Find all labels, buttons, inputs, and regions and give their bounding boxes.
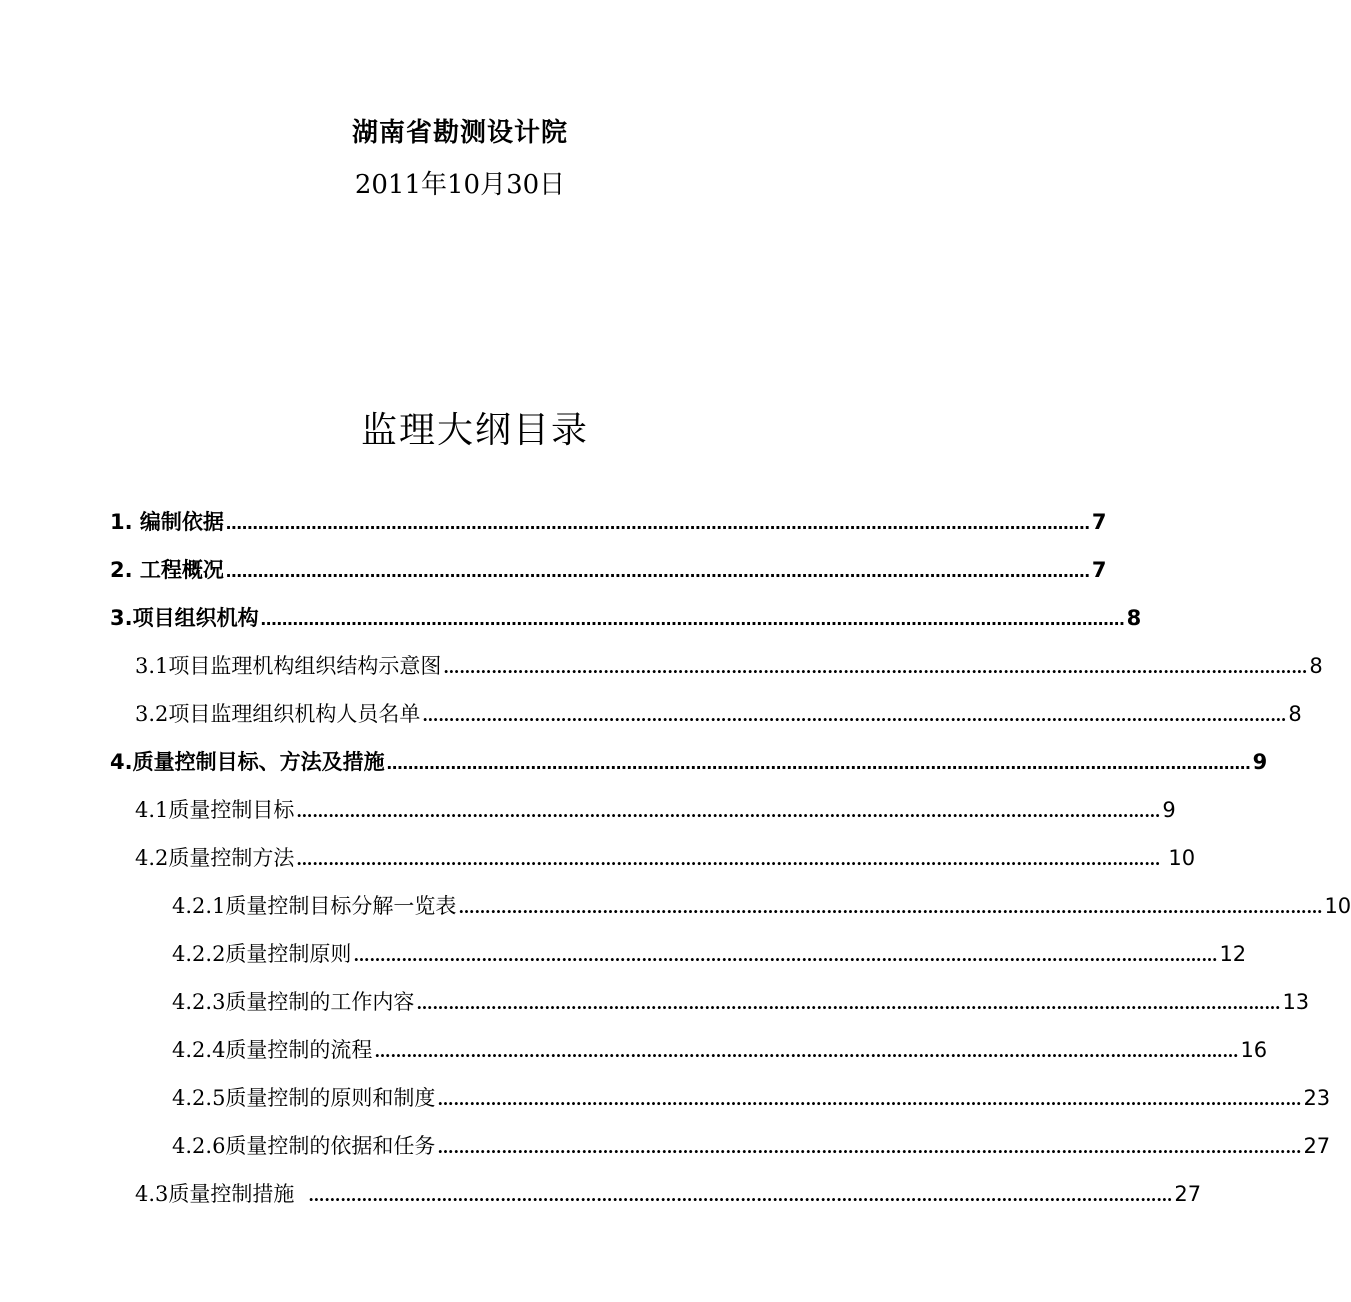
- document-date: 2011年10月30日: [354, 170, 566, 200]
- toc-entry[interactable]: [135, 698, 1302, 728]
- toc-entry[interactable]: [110, 506, 1107, 536]
- toc-entry-page: 10: [1324, 894, 1351, 918]
- toc-leader-dots: ………………………………………………………………………………………………………………………………………………: [458, 898, 1323, 917]
- toc-leader-dots: ………………………………………………………………………………………………………………………………………………: [225, 514, 1090, 533]
- toc-entry-page: 7: [1091, 558, 1107, 582]
- toc-leader-dots: ………………………………………………………………………………………………………………………………………………: [422, 706, 1287, 725]
- toc-leader-dots: ………………………………………………………………………………………………………………………………………………: [374, 1042, 1239, 1061]
- toc-leader-dots: ………………………………………………………………………………………………………………………………………………: [437, 1138, 1302, 1157]
- toc-entry[interactable]: [135, 1178, 1202, 1208]
- toc-entry-page: 16: [1240, 1038, 1268, 1062]
- toc-entry-label: 4.2.3质量控制的工作内容: [172, 990, 415, 1014]
- toc-entry-label: 1. 编制依据: [110, 510, 224, 534]
- toc-entry[interactable]: [110, 746, 1268, 776]
- toc-entry-label: 4.2.1质量控制目标分解一览表: [172, 894, 457, 918]
- toc-entry[interactable]: [172, 1082, 1331, 1112]
- toc-entry-label: 4.2.2质量控制原则: [172, 942, 352, 966]
- toc-entry-page: 10: [1168, 846, 1196, 870]
- toc-entry[interactable]: [172, 1034, 1268, 1064]
- organization-name: 湖南省勘测设计院: [351, 118, 568, 148]
- toc-entry[interactable]: [172, 1130, 1331, 1160]
- toc-leader-dots: ………………………………………………………………………………………………………………………………………………: [296, 850, 1161, 869]
- toc-entry-label: 4.3质量控制措施: [135, 1182, 295, 1206]
- toc-entry[interactable]: [172, 938, 1247, 968]
- toc-leader-dots: ………………………………………………………………………………………………………………………………………………: [225, 562, 1090, 581]
- toc-entry-page: 23: [1303, 1086, 1331, 1110]
- toc-entry-page: 9: [1252, 750, 1268, 774]
- toc-entry-label: 3.项目组织机构: [110, 606, 259, 630]
- toc-leader-dots: ………………………………………………………………………………………………………………………………………………: [353, 946, 1218, 965]
- toc-entry-page: 13: [1282, 990, 1310, 1014]
- toc-leader-dots: ………………………………………………………………………………………………………………………………………………: [308, 1186, 1173, 1205]
- toc-entry-page: 8: [1288, 702, 1302, 726]
- toc-entry-label: 2. 工程概况: [110, 558, 224, 582]
- toc-entry-page: 9: [1162, 798, 1176, 822]
- toc-entry-page: 12: [1219, 942, 1247, 966]
- toc-entry-label: 3.1项目监理机构组织结构示意图: [135, 654, 442, 678]
- toc-leader-dots: ………………………………………………………………………………………………………………………………………………: [260, 610, 1125, 629]
- toc-leader-dots: ………………………………………………………………………………………………………………………………………………: [416, 994, 1281, 1013]
- toc-entry-label: 4.2.5质量控制的原则和制度: [172, 1086, 436, 1110]
- toc-leader-dots: ………………………………………………………………………………………………………………………………………………: [386, 754, 1251, 773]
- toc-entry-label: 3.2项目监理组织机构人员名单: [135, 702, 421, 726]
- toc-entry-label: 4.2质量控制方法: [135, 846, 295, 870]
- toc-entry[interactable]: [135, 650, 1323, 680]
- toc-entry[interactable]: [110, 554, 1107, 584]
- toc-entry[interactable]: [135, 794, 1176, 824]
- toc-entry[interactable]: [172, 890, 1351, 920]
- toc-entry-page: 27: [1303, 1134, 1331, 1158]
- toc-entry-label: 4.质量控制目标、方法及措施: [110, 750, 385, 774]
- toc-entry[interactable]: [172, 986, 1310, 1016]
- toc-entry-label: 4.1质量控制目标: [135, 798, 295, 822]
- toc-entry-page: 7: [1091, 510, 1107, 534]
- toc-entry-page: 8: [1309, 654, 1323, 678]
- toc-entry-label: 4.2.4质量控制的流程: [172, 1038, 373, 1062]
- toc-leader-dots: ………………………………………………………………………………………………………………………………………………: [443, 658, 1308, 677]
- toc-title: 监理大纲目录: [360, 410, 589, 451]
- toc-leader-dots: ………………………………………………………………………………………………………………………………………………: [437, 1090, 1302, 1109]
- toc-entry-label: 4.2.6质量控制的依据和任务: [172, 1134, 436, 1158]
- toc-entry-page: 27: [1174, 1182, 1202, 1206]
- toc-entry[interactable]: [135, 842, 1196, 872]
- toc-entry-page: 8: [1126, 606, 1142, 630]
- toc-entry[interactable]: [110, 602, 1142, 632]
- toc-leader-dots: ………………………………………………………………………………………………………………………………………………: [296, 802, 1161, 821]
